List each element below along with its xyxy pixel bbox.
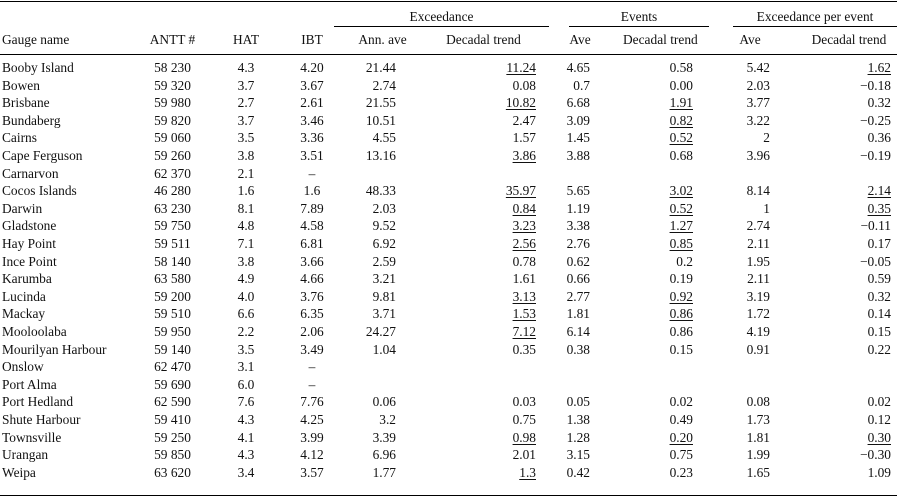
cell-dec1: 3.23 <box>512 218 536 234</box>
cell-hat: 4.3 <box>237 412 255 427</box>
cell-hat: 2.7 <box>237 95 255 111</box>
cell-dec2: 0.52 <box>669 130 693 146</box>
cell-ibt: 3.76 <box>300 288 324 304</box>
cell-ave1: 0.7 <box>573 77 590 93</box>
cell-dec2: 0.23 <box>669 464 693 480</box>
cell-ave2: 2.11 <box>747 271 770 287</box>
group-rule-exceedance <box>334 26 549 27</box>
cell-name: Karumba <box>2 271 52 287</box>
cell-hat: 1.6 <box>237 183 255 199</box>
cell-ann: 9.81 <box>372 288 396 304</box>
cell-ibt: 7.76 <box>300 394 324 410</box>
cell-ave1: 3.09 <box>566 112 590 128</box>
cell-dec2: 0.00 <box>669 77 693 93</box>
cell-ave2: 3.19 <box>746 288 770 304</box>
cell-name: Onslow <box>2 359 44 375</box>
cell-ibt: 4.25 <box>300 412 324 427</box>
cell-hat: 3.5 <box>237 130 255 146</box>
cell-name: Cape Ferguson <box>2 148 83 163</box>
cell-ave2: 2.03 <box>746 77 770 93</box>
column-header: Gauge name <box>2 32 70 47</box>
cell-dec1: 11.24 <box>506 60 536 75</box>
cell-ann: 1.77 <box>372 464 396 480</box>
cell-hat: 6.6 <box>237 306 255 322</box>
cell-name: Bowen <box>2 77 40 93</box>
cell-name: Bundaberg <box>2 112 61 128</box>
cell-ave1: 0.62 <box>566 253 590 269</box>
group-header-events: Events <box>620 9 658 24</box>
cell-antt: 59 410 <box>154 412 191 427</box>
cell-ann: 10.51 <box>365 112 396 128</box>
cell-ibt: 3.67 <box>300 77 324 93</box>
cell-dec2: 0.75 <box>669 447 693 463</box>
cell-antt: 59 980 <box>154 95 191 111</box>
cell-ave1: 3.15 <box>566 447 590 463</box>
cell-hat: 4.8 <box>237 218 255 234</box>
cell-ave2: 5.42 <box>746 60 770 75</box>
cell-dec3: 2.14 <box>867 183 891 199</box>
cell-dec1: 1.61 <box>512 271 536 287</box>
cell-name: Urangan <box>2 447 49 463</box>
cell-ibt: 2.61 <box>300 95 324 111</box>
cell-antt: 59 850 <box>154 447 191 463</box>
cell-ave2: 2.11 <box>747 236 770 251</box>
cell-ave2: 3.96 <box>746 148 770 163</box>
cell-antt: 59 750 <box>154 218 191 234</box>
cell-ann: 3.21 <box>372 271 396 287</box>
cell-ibt: 3.51 <box>300 148 324 163</box>
cell-dec3: 0.36 <box>867 130 891 146</box>
cell-ibt: – <box>308 359 316 375</box>
cell-hat: 3.5 <box>237 341 255 357</box>
cell-ibt: 3.99 <box>300 429 324 445</box>
cell-name: Mooloolaba <box>2 324 67 339</box>
cell-hat: 3.1 <box>237 359 255 375</box>
cell-dec2: 0.2 <box>676 253 693 269</box>
cell-dec1: 0.08 <box>512 77 536 93</box>
cell-name: Darwin <box>2 200 43 216</box>
cell-dec1: 1.57 <box>512 130 536 146</box>
cell-name: Booby Island <box>2 60 74 75</box>
cell-dec3: 0.17 <box>867 236 891 251</box>
cell-ave2: 3.22 <box>746 112 770 128</box>
column-header: IBT <box>301 32 323 47</box>
cell-dec3: −0.25 <box>860 112 891 128</box>
cell-hat: 4.3 <box>237 60 255 75</box>
cell-dec3: −0.11 <box>860 218 891 234</box>
cell-ann: 0.06 <box>372 394 396 410</box>
cell-ibt: 4.20 <box>300 60 324 75</box>
cell-dec3: 0.02 <box>867 394 891 410</box>
cell-ave2: 1 <box>763 200 770 216</box>
group-rule-events <box>569 26 709 27</box>
cell-dec1: 0.78 <box>512 253 536 269</box>
cell-dec1: 0.98 <box>512 429 536 445</box>
cell-ibt: 3.36 <box>300 130 324 146</box>
cell-hat: 4.9 <box>237 271 255 287</box>
cell-ann: 6.96 <box>372 447 396 463</box>
cell-ave1: 0.05 <box>566 394 590 410</box>
cell-ann: 4.55 <box>372 130 396 146</box>
cell-antt: 59 690 <box>154 376 191 392</box>
cell-name: Brisbane <box>2 95 50 111</box>
cell-name: Cairns <box>2 130 37 146</box>
cell-antt: 59 200 <box>154 288 191 304</box>
cell-hat: 4.1 <box>237 429 255 445</box>
cell-name: Mourilyan Harbour <box>2 341 107 357</box>
cell-antt: 59 950 <box>154 324 191 339</box>
cell-hat: 2.2 <box>237 324 255 339</box>
cell-ibt: 6.81 <box>300 236 324 251</box>
cell-dec2: 0.58 <box>669 60 693 75</box>
cell-dec3: 0.35 <box>867 200 891 216</box>
column-header: Ave <box>739 32 761 47</box>
cell-ibt: 3.49 <box>300 341 324 357</box>
cell-antt: 63 620 <box>154 464 191 480</box>
cell-dec3: 0.14 <box>867 306 891 322</box>
cell-dec1: 2.56 <box>512 236 536 251</box>
cell-antt: 59 820 <box>154 112 191 128</box>
cell-antt: 63 580 <box>154 271 191 287</box>
cell-ave1: 6.68 <box>566 95 590 111</box>
header-bottom-rule <box>0 54 897 55</box>
cell-ann: 6.92 <box>372 236 396 251</box>
cell-dec1: 7.12 <box>512 324 536 339</box>
cell-ave2: 1.99 <box>746 447 770 463</box>
cell-hat: 3.7 <box>237 77 255 93</box>
cell-ibt: – <box>308 376 316 392</box>
cell-ave2: 0.91 <box>746 341 770 357</box>
cell-ibt: 3.46 <box>300 112 324 128</box>
cell-ibt: 3.57 <box>300 464 324 480</box>
cell-dec1: 3.86 <box>512 148 536 163</box>
cell-antt: 46 280 <box>154 183 191 199</box>
cell-dec1: 0.35 <box>512 341 536 357</box>
cell-dec2: 0.49 <box>669 412 693 427</box>
cell-dec3: −0.19 <box>860 148 891 163</box>
cell-ave1: 4.65 <box>566 60 590 75</box>
cell-dec2: 0.92 <box>669 288 693 304</box>
cell-dec3: 0.59 <box>867 271 891 287</box>
cell-antt: 59 320 <box>154 77 191 93</box>
cell-antt: 58 140 <box>154 253 191 269</box>
cell-ann: 3.39 <box>372 429 396 445</box>
cell-hat: 7.6 <box>237 394 255 410</box>
cell-hat: 4.0 <box>237 288 255 304</box>
cell-ave2: 1.81 <box>746 429 770 445</box>
cell-dec3: −0.05 <box>860 253 891 269</box>
cell-antt: 59 140 <box>154 341 191 357</box>
cell-ave1: 2.76 <box>566 236 590 251</box>
cell-dec1: 1.3 <box>519 464 536 480</box>
cell-ave1: 1.28 <box>566 429 590 445</box>
cell-hat: 6.0 <box>237 376 255 392</box>
cell-ave2: 3.77 <box>746 95 770 111</box>
cell-dec2: 1.91 <box>669 95 693 111</box>
cell-dec2: 0.82 <box>669 112 693 128</box>
cell-name: Ince Point <box>2 253 57 269</box>
cell-dec3: 0.22 <box>867 341 891 357</box>
column-header: Ann. ave <box>358 32 407 47</box>
cell-ave2: 1.65 <box>746 464 770 480</box>
cell-name: Gladstone <box>2 218 57 234</box>
group-header-exceedance: Exceedance <box>409 9 474 24</box>
cell-name: Weipa <box>2 464 36 480</box>
cell-ave1: 2.77 <box>566 288 590 304</box>
column-header: Decadal trend <box>811 32 887 47</box>
cell-hat: 8.1 <box>237 200 255 216</box>
cell-ave1: 3.88 <box>566 148 590 163</box>
cell-name: Hay Point <box>2 236 56 251</box>
cell-ann: 21.55 <box>365 95 396 111</box>
cell-antt: 63 230 <box>154 200 191 216</box>
cell-dec2: 0.86 <box>669 306 693 322</box>
cell-name: Port Alma <box>2 376 57 392</box>
cell-ann: 1.04 <box>372 341 396 357</box>
cell-hat: 4.3 <box>237 447 255 463</box>
cell-ave1: 0.42 <box>566 464 590 480</box>
top-rule <box>0 1 897 2</box>
cell-antt: 59 250 <box>154 429 191 445</box>
cell-dec1: 0.75 <box>512 412 536 427</box>
cell-ann: 21.44 <box>365 60 396 75</box>
cell-dec2: 0.19 <box>669 271 693 287</box>
cell-dec3: −0.30 <box>860 447 891 463</box>
cell-ave2: 1.72 <box>746 306 770 322</box>
cell-ann: 9.52 <box>372 218 396 234</box>
cell-ibt: 4.12 <box>300 447 324 463</box>
cell-dec1: 2.01 <box>512 447 536 463</box>
column-header: Ave <box>569 32 591 47</box>
cell-antt: 59 511 <box>154 236 191 251</box>
cell-antt: 62 470 <box>154 359 191 375</box>
cell-name: Shute Harbour <box>2 412 81 427</box>
cell-name: Cocos Islands <box>2 183 77 199</box>
cell-dec1: 0.84 <box>512 200 536 216</box>
cell-ave1: 1.19 <box>566 200 590 216</box>
column-header: Decadal trend <box>446 32 521 47</box>
cell-dec3: 0.15 <box>867 324 891 339</box>
cell-ave1: 0.66 <box>566 271 590 287</box>
cell-ave2: 1.73 <box>746 412 770 427</box>
cell-ave1: 3.38 <box>566 218 590 234</box>
cell-ave2: 2 <box>763 130 770 146</box>
cell-ibt: 7.89 <box>300 200 324 216</box>
cell-antt: 62 370 <box>154 165 191 181</box>
cell-dec2: 3.02 <box>669 183 693 199</box>
cell-antt: 59 260 <box>154 148 191 163</box>
cell-dec2: 0.15 <box>669 341 693 357</box>
cell-dec2: 0.85 <box>669 236 693 251</box>
cell-dec2: 1.27 <box>669 218 693 234</box>
cell-ave1: 1.81 <box>566 306 590 322</box>
cell-ibt: 6.35 <box>300 306 324 322</box>
cell-dec1: 10.82 <box>505 95 536 111</box>
cell-ave2: 2.74 <box>746 218 770 234</box>
cell-ann: 13.16 <box>365 148 396 163</box>
cell-ibt: 3.66 <box>300 253 324 269</box>
cell-hat: 3.8 <box>237 148 255 163</box>
column-header: HAT <box>232 32 260 47</box>
cell-antt: 59 510 <box>154 306 191 322</box>
cell-ann: 2.74 <box>372 77 396 93</box>
cell-ave1: 1.38 <box>566 412 590 427</box>
cell-dec2: 0.52 <box>669 200 693 216</box>
cell-hat: 7.1 <box>237 236 255 251</box>
column-header: ANTT # <box>149 32 196 47</box>
cell-ann: 3.2 <box>379 412 396 427</box>
bottom-rule <box>0 495 897 496</box>
cell-dec3: 1.09 <box>867 464 891 480</box>
cell-dec1: 3.13 <box>512 288 536 304</box>
cell-dec2: 0.20 <box>669 429 693 445</box>
cell-ann: 3.71 <box>372 306 396 322</box>
cell-dec1: 1.53 <box>512 306 536 322</box>
cell-name: Lucinda <box>2 288 46 304</box>
cell-dec3: 0.12 <box>867 412 891 427</box>
cell-antt: 58 230 <box>154 60 191 75</box>
cell-dec2: 0.86 <box>669 324 693 339</box>
column-header: Decadal trend <box>623 32 698 47</box>
cell-dec3: 1.62 <box>867 60 891 75</box>
cell-dec3: 0.32 <box>867 95 891 111</box>
cell-ann: 48.33 <box>365 183 396 199</box>
cell-ann: 2.03 <box>372 200 396 216</box>
cell-hat: 2.1 <box>237 165 255 181</box>
cell-ibt: 2.06 <box>300 324 324 339</box>
cell-ibt: 4.58 <box>300 218 324 234</box>
cell-hat: 3.8 <box>237 253 255 269</box>
cell-ave2: 8.14 <box>746 183 770 199</box>
cell-dec3: 0.30 <box>867 429 891 445</box>
cell-hat: 3.4 <box>237 464 255 480</box>
cell-dec3: −0.18 <box>860 77 891 93</box>
cell-dec2: 0.02 <box>669 394 693 410</box>
cell-ave2: 1.95 <box>746 253 770 269</box>
cell-name: Townsville <box>2 429 62 445</box>
cell-ave1: 0.38 <box>566 341 590 357</box>
cell-dec1: 35.97 <box>505 183 536 199</box>
cell-ann: 24.27 <box>365 324 396 339</box>
cell-dec2: 0.68 <box>669 148 693 163</box>
group-header-exceedance-per-event: Exceedance per event <box>756 9 874 24</box>
cell-antt: 62 590 <box>154 394 191 410</box>
cell-ave1: 5.65 <box>566 183 590 199</box>
cell-ibt: 1.6 <box>303 183 321 199</box>
cell-ibt: – <box>308 165 316 181</box>
cell-hat: 3.7 <box>237 112 255 128</box>
cell-ann: 2.59 <box>372 253 396 269</box>
cell-antt: 59 060 <box>154 130 191 146</box>
cell-dec3: 0.32 <box>867 288 891 304</box>
cell-ibt: 4.66 <box>300 271 324 287</box>
cell-ave1: 1.45 <box>566 130 590 146</box>
cell-name: Port Hedland <box>2 394 74 410</box>
cell-dec1: 2.47 <box>512 112 536 128</box>
cell-dec1: 0.03 <box>512 394 536 410</box>
group-rule-exceedance-per-event <box>733 26 897 27</box>
cell-ave2: 4.19 <box>746 324 770 339</box>
cell-name: Carnarvon <box>2 165 59 181</box>
cell-name: Mackay <box>2 306 46 322</box>
cell-ave2: 0.08 <box>746 394 770 410</box>
cell-ave1: 6.14 <box>566 324 590 339</box>
